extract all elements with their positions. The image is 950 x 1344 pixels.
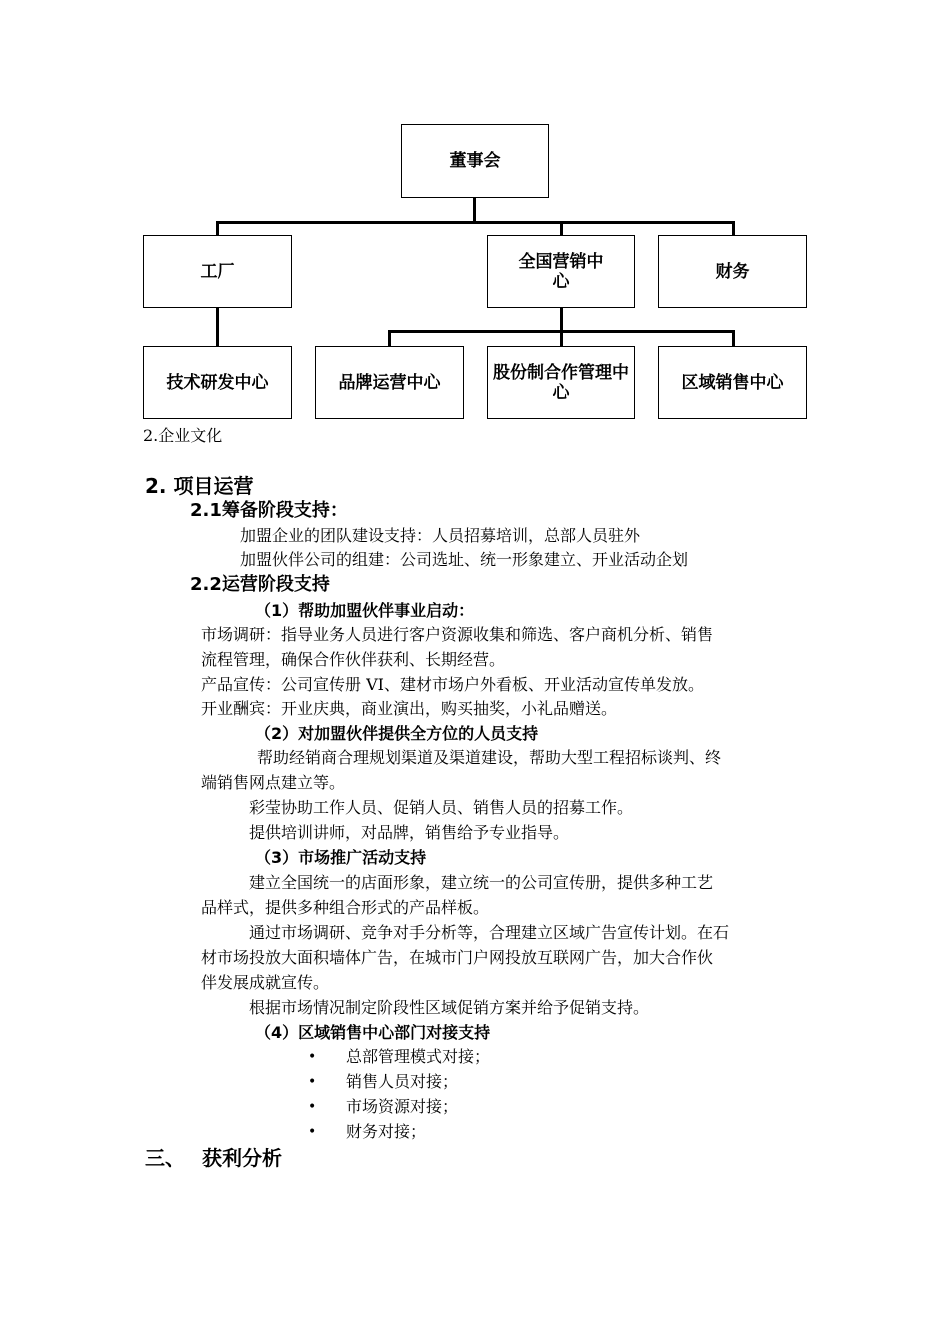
- paragraph-line: 产品宣传：公司宣传册 VI、建材市场户外看板、开业活动宣传单发放。: [201, 675, 704, 694]
- connector-marketing-up: [560, 221, 563, 235]
- paragraph-line: 加盟企业的团队建设支持：人员招募培训，总部人员驻外: [240, 526, 641, 545]
- org-chart: [0, 0, 950, 430]
- paragraph-line: 端销售网点建立等。: [201, 773, 346, 792]
- section-title: 获利分析: [202, 1146, 282, 1170]
- connector-factory-rd: [216, 307, 219, 346]
- paragraph-line: 根据市场情况制定阶段性区域促销方案并给予促销支持。: [249, 998, 650, 1017]
- paragraph-line: 开业酬宾：开业庆典，商业演出，购买抽奖，小礼品赠送。: [201, 699, 618, 718]
- paragraph-line: 提供培训讲师，对品牌，销售给予专业指导。: [249, 823, 570, 842]
- paragraph-heading: （4）区域销售中心部门对接支持: [255, 1023, 491, 1042]
- bullet-icon: •: [308, 1049, 317, 1065]
- paragraph-heading: （1）帮助加盟伙伴事业启动：: [255, 601, 475, 620]
- paragraph-line: 建立全国统一的店面形象，建立统一的公司宣传册，提供多种工艺: [249, 873, 714, 892]
- node-factory: 工厂: [143, 235, 292, 308]
- node-board: 董事会: [401, 124, 549, 198]
- paragraph-heading: （2）对加盟伙伴提供全方位的人员支持: [255, 724, 539, 743]
- connector-equity-up: [560, 330, 563, 346]
- connector-top-horizontal: [216, 221, 735, 224]
- subsection-title: 2.2运营阶段支持: [190, 574, 330, 595]
- node-rd-center: 技术研发中心: [143, 346, 292, 419]
- list-item: 销售人员对接；: [346, 1072, 459, 1091]
- node-brand-ops-center: 品牌运营中心: [315, 346, 464, 419]
- connector-factory-up: [216, 221, 219, 235]
- connector-brand-up: [388, 330, 391, 346]
- paragraph-heading: （3）市场推广活动支持: [255, 848, 427, 867]
- node-regional-sales-center: 区域销售中心: [658, 346, 807, 419]
- subsection-title: 2.1筹备阶段支持：: [190, 500, 348, 521]
- connector-marketing-down: [560, 307, 563, 332]
- section-number: 三、: [145, 1146, 185, 1170]
- paragraph-line: 材市场投放大面积墙体广告，在城市门户网投放互联网广告，加大合作伙: [201, 948, 714, 967]
- paragraph-line: 伴发展成就宣传。: [201, 973, 330, 992]
- node-finance: 财务: [658, 235, 807, 308]
- list-item: 市场资源对接；: [346, 1097, 459, 1116]
- list-item: 总部管理模式对接；: [346, 1047, 491, 1066]
- paragraph-line: 品样式，提供多种组合形式的产品样板。: [201, 898, 490, 917]
- paragraph-line: 市场调研：指导业务人员进行客户资源收集和筛选、客户商机分析、销售: [201, 625, 714, 644]
- node-marketing-center: 全国营销中心: [487, 235, 635, 308]
- connector-board-down: [473, 197, 476, 223]
- bullet-icon: •: [308, 1124, 317, 1140]
- bullet-icon: •: [308, 1074, 317, 1090]
- section-title: 2. 项目运营: [145, 474, 254, 498]
- paragraph-line: 帮助经销商合理规划渠道及渠道建设，帮助大型工程招标谈判、终: [257, 748, 722, 767]
- connector-finance-up: [732, 221, 735, 235]
- paragraph-line: 流程管理，确保合作伙伴获利、长期经营。: [201, 650, 506, 669]
- paragraph-line: 加盟伙伴公司的组建：公司选址、统一形象建立、开业活动企划: [240, 550, 689, 569]
- paragraph-line: 彩莹协助工作人员、促销人员、销售人员的招募工作。: [249, 798, 634, 817]
- bullet-icon: •: [308, 1099, 317, 1115]
- list-item: 财务对接；: [346, 1122, 427, 1141]
- connector-regional-up: [732, 330, 735, 346]
- caption-enterprise-culture: 2.企业文化: [143, 426, 223, 445]
- paragraph-line: 通过市场调研、竞争对手分析等，合理建立区域广告宣传计划。在石: [249, 923, 730, 942]
- node-equity-coop-center: 股份制合作管理中心: [487, 346, 635, 419]
